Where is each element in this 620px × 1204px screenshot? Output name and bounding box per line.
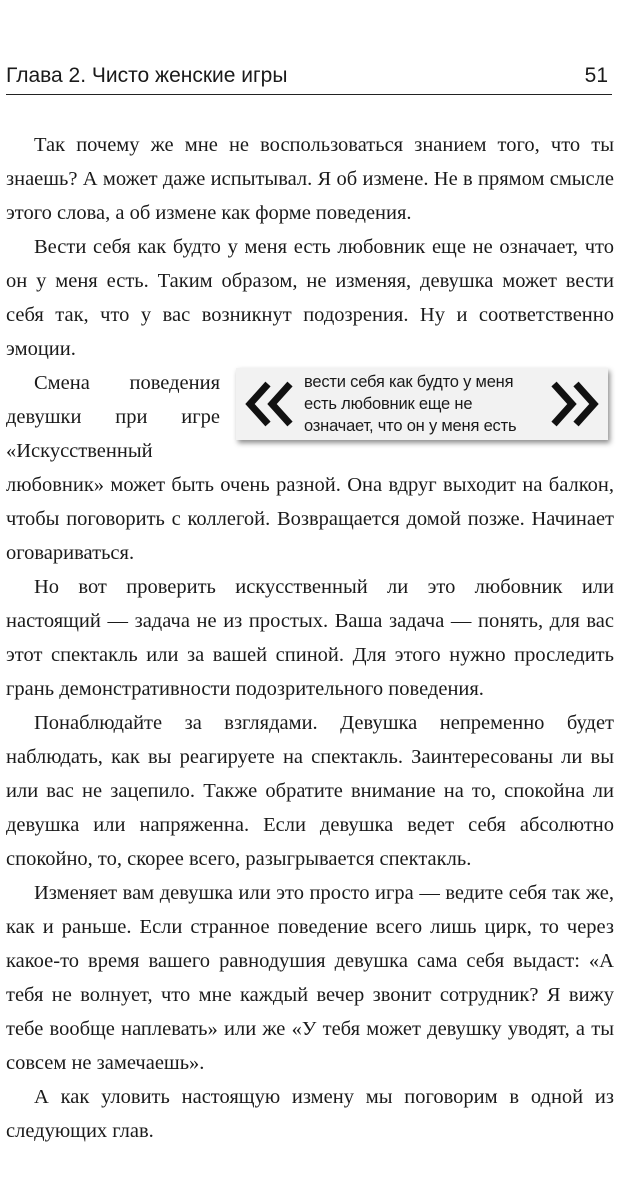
chapter-title: Глава 2. Чисто женские игры xyxy=(6,64,288,87)
pull-quote xyxy=(236,368,608,440)
body-text xyxy=(6,128,614,1148)
paragraph-text: Смена поведения девушки при игре «Искусственный любовник» может быть очень разной. Она вдруг выходит на балкон, чтобы поговорить с коллегой. Возвращается домой позже. Начинает оговариваться. xyxy=(6,372,614,564)
paragraph-with-pull-quote xyxy=(6,366,614,570)
paragraph: Так почему же мне не воспользоваться знанием того, что ты знаешь? А может даже испытывал. Я об измене. Не в прямом смысле этого слова, а об измене как форме поведения. xyxy=(6,134,614,224)
pull-quote-line: вести себя как будто у меня xyxy=(304,373,514,391)
double-right-guillemet-icon xyxy=(548,378,600,430)
pull-quote-line: означает, что он у меня есть xyxy=(304,417,517,435)
paragraph: Понаблюдайте за взглядами. Девушка непременно будет наблюдать, как вы реагируете на спектакль. Заинтересованы ли вы или вас не зацепило. Также обратите внимание на то, спокойна ли девушка или напряженна. Если девушка ведет себя абсолютно спокойно, то, скорее всего, разыгрывается спектакль. xyxy=(6,712,614,870)
paragraph: Вести себя как будто у меня есть любовник еще не означает, что он у меня есть. Таким образом, не изменяя, девушка может вести себя так, что у вас возникнут подозрения. Ну и соответственно эмоции. xyxy=(6,236,614,360)
pull-quote-text xyxy=(304,371,546,437)
page-number: 51 xyxy=(584,64,608,87)
pull-quote-line: есть любовник еще не xyxy=(304,395,473,413)
running-header xyxy=(6,62,612,95)
paragraph: Изменяет вам девушка или это просто игра — ведите себя так же, как и раньше. Если странное поведение всего лишь цирк, то через какое-то время вашего равнодушия девушка сама себя выдаст: «А тебя не волнует, что мне каждый вечер звонит сотрудник? Я вижу тебе вообще наплевать» или же «У тебя может девушку уводят, а ты совсем не замечаешь». xyxy=(6,882,614,1074)
double-left-guillemet-icon xyxy=(244,378,296,430)
paragraph: А как уловить настоящую измену мы поговорим в одной из следующих глав. xyxy=(6,1086,614,1142)
paragraph: Но вот проверить искусственный ли это любовник или настоящий — задача не из простых. Ваша задача — понять, для вас этот спектакль или за вашей спиной. Для этого нужно проследить грань демонстративности подозрительного поведения. xyxy=(6,576,614,700)
